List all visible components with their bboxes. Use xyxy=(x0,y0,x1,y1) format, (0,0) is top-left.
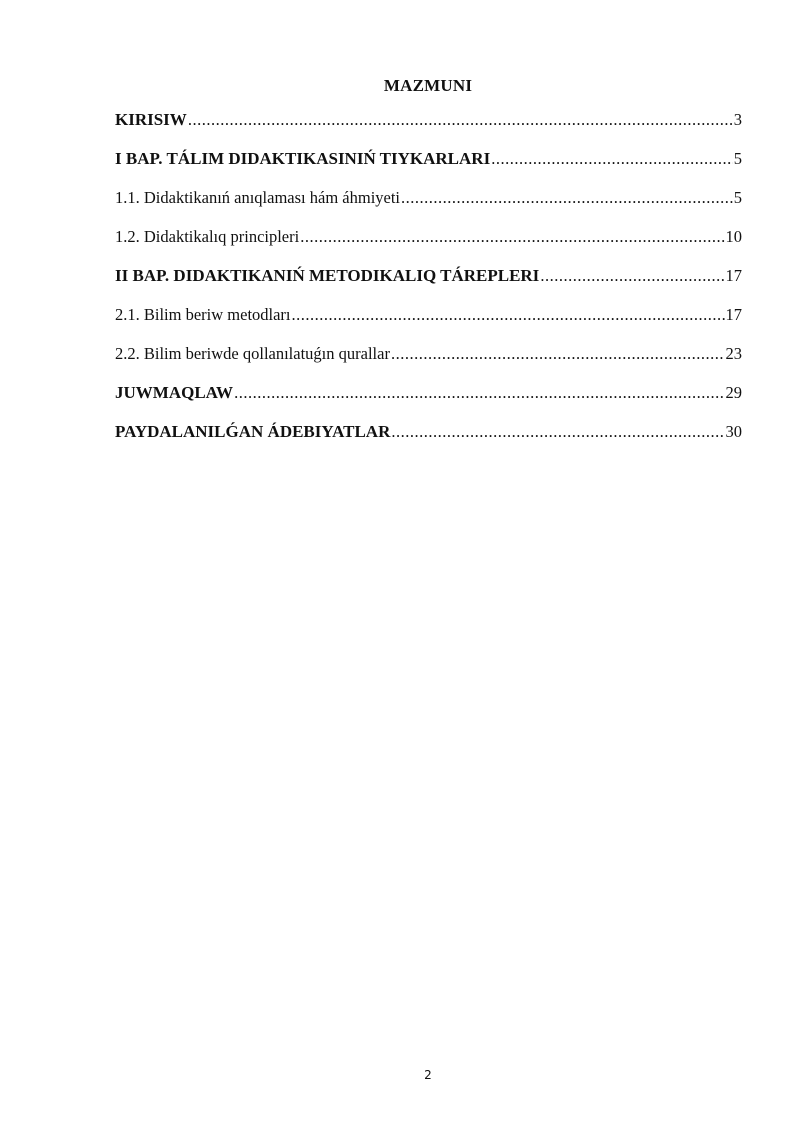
toc-entry-section-1-2[interactable] xyxy=(115,225,742,264)
toc-entry-page: 29 xyxy=(725,383,742,402)
toc-heading: MAZMUNI xyxy=(383,76,473,95)
toc-entry-juwmaqlaw[interactable] xyxy=(115,381,742,420)
toc-leader-dots xyxy=(391,342,725,366)
toc-entry-page: 30 xyxy=(725,422,742,441)
toc-entry-chapter-2[interactable] xyxy=(115,264,742,303)
toc-entry-section-1-1[interactable] xyxy=(115,186,742,225)
toc-entry-section-2-1[interactable] xyxy=(115,303,742,342)
toc-entry-page: 5 xyxy=(733,149,742,168)
toc-leader-dots xyxy=(401,186,733,210)
toc-entry-label: 2.1. Bilim beriw metodları xyxy=(115,305,291,324)
page-number: 2 xyxy=(424,1068,432,1082)
toc-entry-label: 1.1. Didaktikanıń anıqlaması hám áhmiyeti xyxy=(115,188,401,207)
toc-entry-label: I BAP. TÁLIM DIDAKTIKASINIŃ TIYKARLARI xyxy=(115,149,491,168)
toc-entry-page: 3 xyxy=(733,110,742,129)
toc-entry-page: 5 xyxy=(733,188,742,207)
toc-entry-label: II BAP. DIDAKTIKANIŃ METODIKALIQ TÁREPLERI xyxy=(115,266,540,285)
toc-entry-page: 17 xyxy=(725,266,742,285)
table-of-contents xyxy=(115,108,742,459)
toc-entry-references[interactable] xyxy=(115,420,742,459)
toc-entry-label: 2.2. Bilim beriwde qollanılatuǵın qurallar xyxy=(115,344,390,363)
toc-leader-dots xyxy=(391,420,724,444)
toc-leader-dots xyxy=(188,108,733,132)
toc-leader-dots xyxy=(491,147,733,171)
toc-entry-label: 1.2. Didaktikalıq principleri xyxy=(115,227,300,246)
toc-entry-label: JUWMAQLAW xyxy=(115,383,234,402)
toc-entry-page: 17 xyxy=(725,305,742,324)
toc-entry-label: KIRISIW xyxy=(115,110,187,129)
toc-leader-dots xyxy=(540,264,724,288)
toc-entry-page: 23 xyxy=(725,344,742,363)
toc-entry-label: PAYDALANILǴAN ÁDEBIYATLAR xyxy=(115,422,391,441)
toc-leader-dots xyxy=(292,303,725,327)
toc-entry-page: 10 xyxy=(725,227,742,246)
toc-leader-dots xyxy=(300,225,724,249)
toc-entry-section-2-2[interactable] xyxy=(115,342,742,381)
toc-leader-dots xyxy=(234,381,724,405)
toc-entry-kirisiw[interactable] xyxy=(115,108,742,147)
toc-entry-chapter-1[interactable] xyxy=(115,147,742,186)
